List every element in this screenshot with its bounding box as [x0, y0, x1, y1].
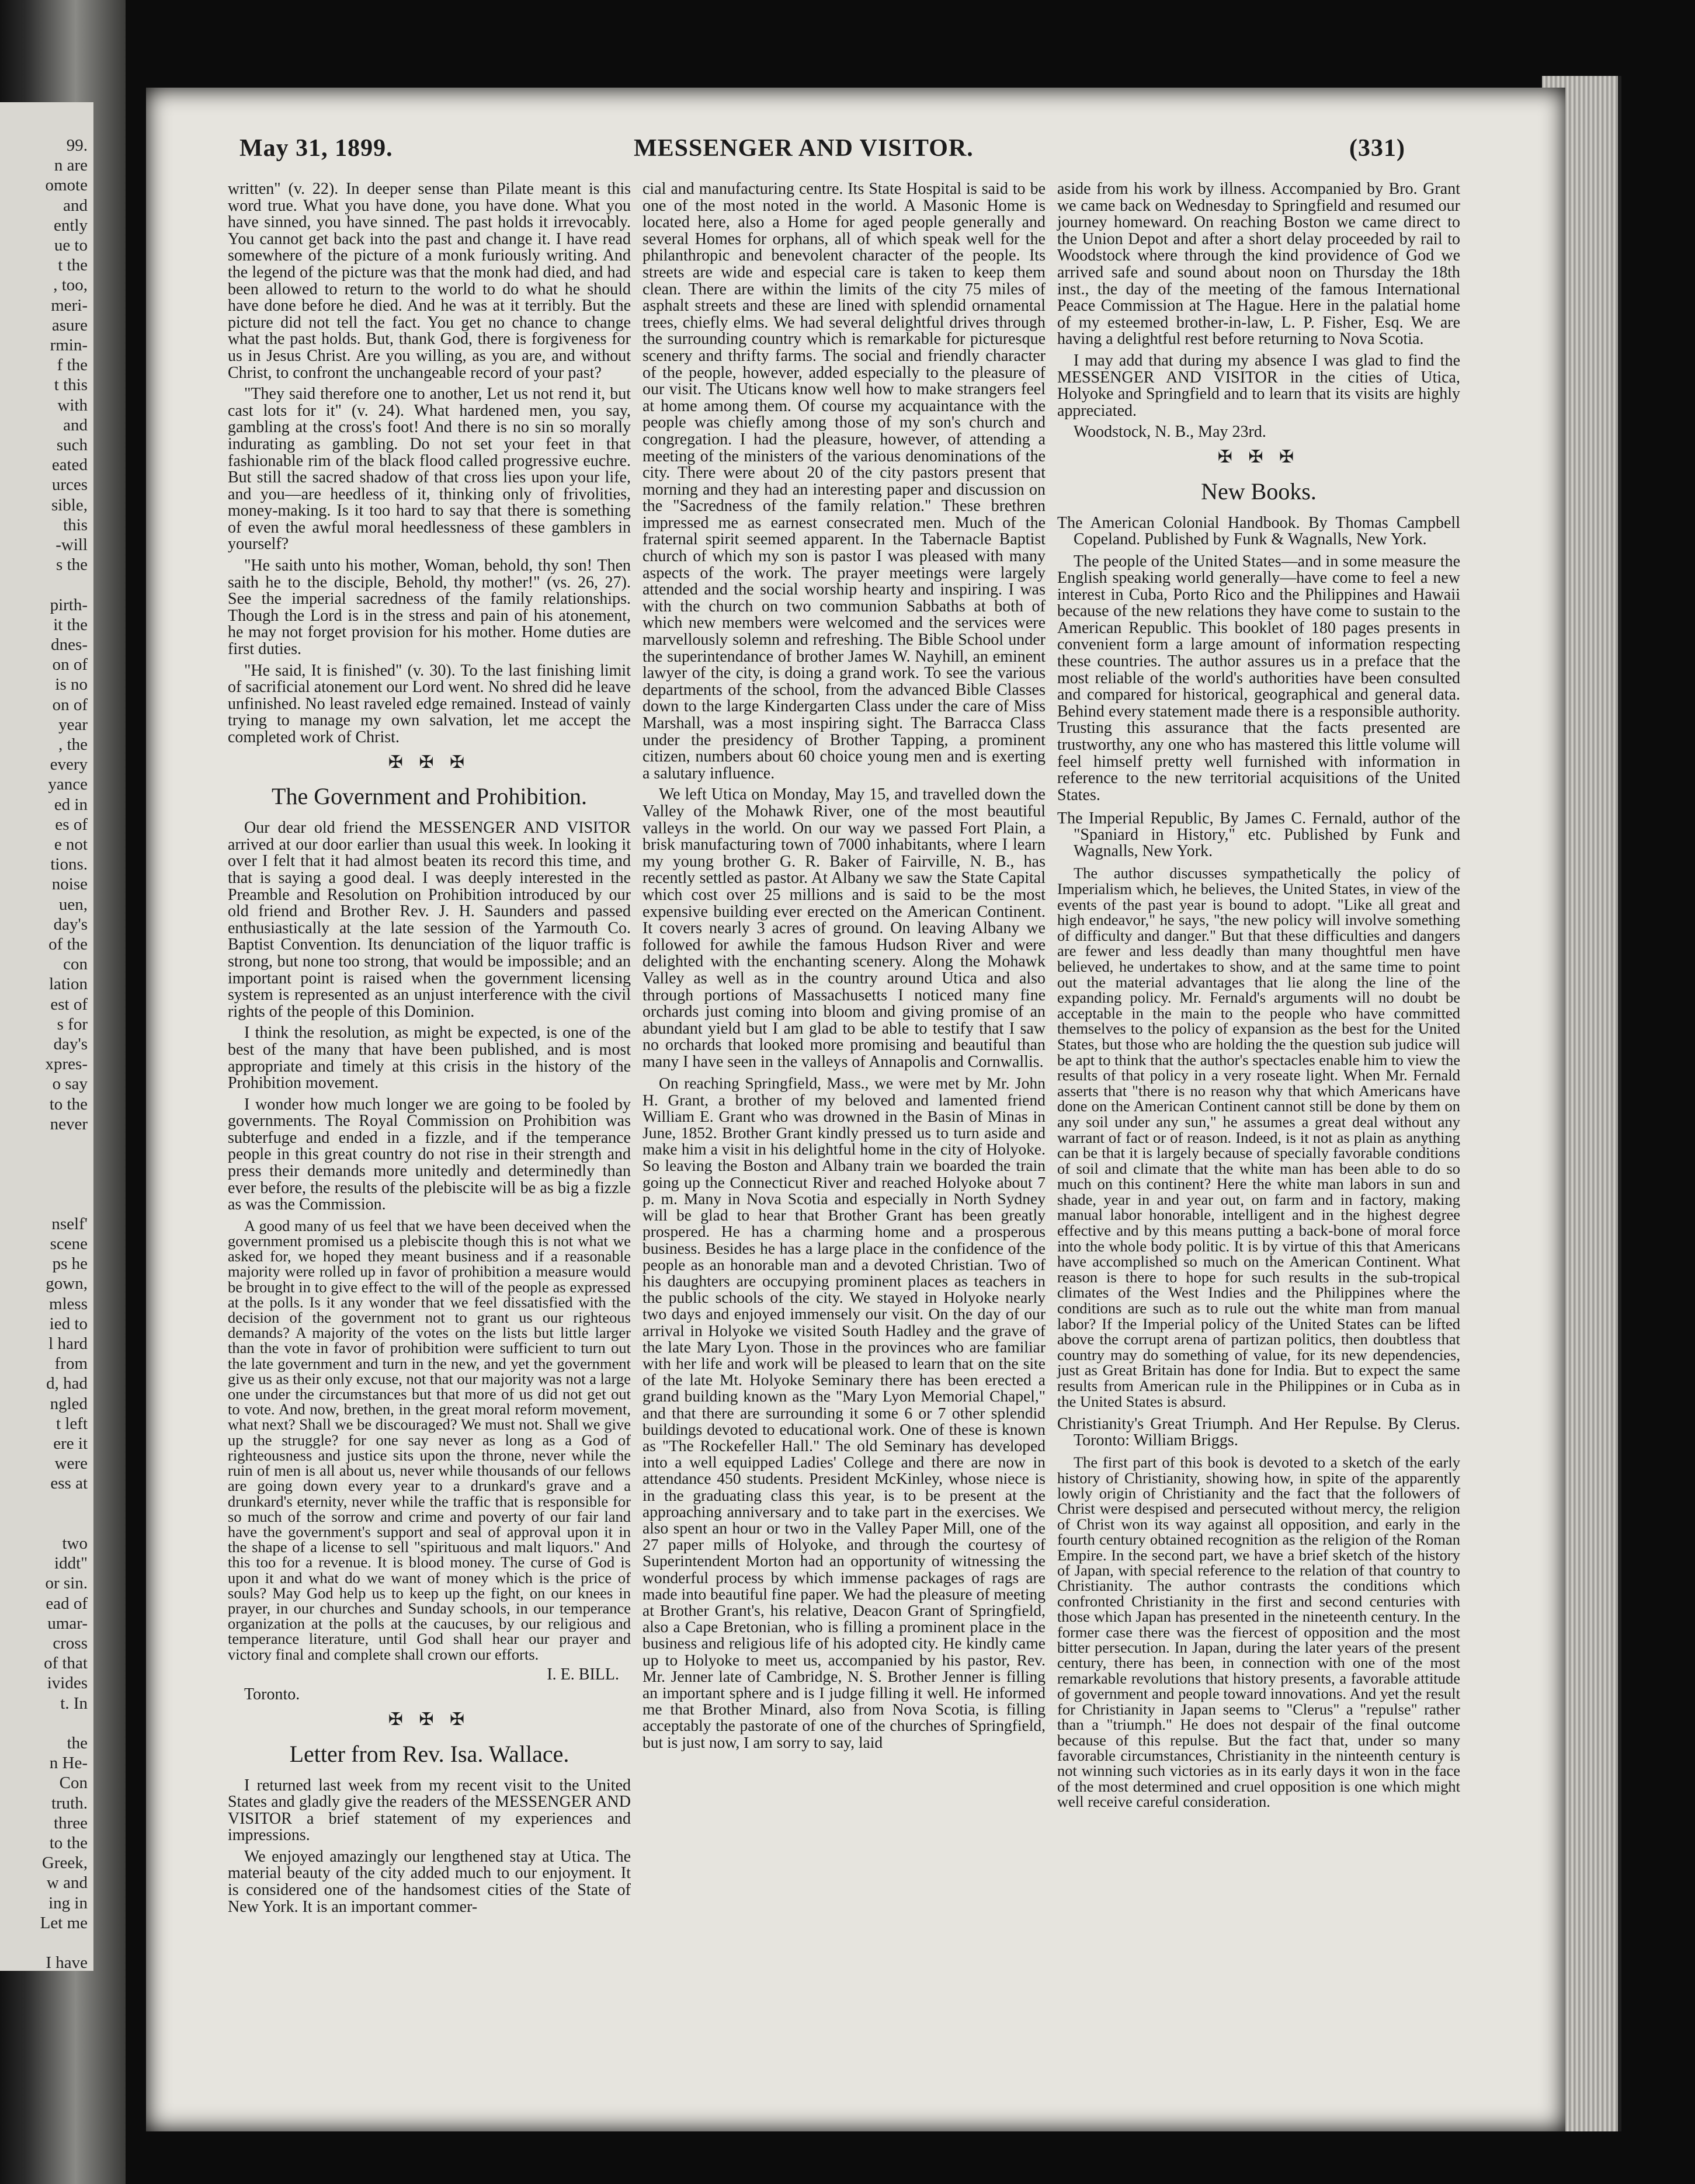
column-2 [642, 181, 1046, 1755]
left-page-fragment: asure [51, 315, 88, 335]
left-page-fragment: to the [49, 1834, 88, 1852]
article-heading: New Books. [1201, 478, 1317, 505]
left-page-fragment: were [54, 1454, 88, 1473]
left-page-fragment: Greek, [41, 1853, 88, 1873]
article-heading: Letter from Rev. Isa. Wallace. [289, 1740, 569, 1767]
page-header [146, 134, 1565, 169]
paragraph: I returned last week from my recent visit to the United States and gladly give the readers of the MESSENGER AND VISITOR a brief statement of my experiences and impressions. [228, 1776, 631, 1845]
left-page-fragment: t this [54, 375, 88, 395]
book-citation: Christianity's Great Triumph. And Her Repulse. By Clerus. Toronto: William Briggs. [1057, 1415, 1460, 1450]
left-page-fragment: xpres- [45, 1055, 88, 1074]
left-page-fragment: omote [45, 176, 88, 195]
left-page-fragment: three [54, 1813, 88, 1832]
left-page-fragment: es of [55, 815, 88, 834]
left-page-fragment: truth. [51, 1793, 88, 1813]
left-page-fragment: the [67, 1734, 88, 1752]
left-page-fragment: gown, [46, 1274, 88, 1293]
left-page-fragment: s for [57, 1014, 88, 1034]
section-divider: ✠ ✠ ✠ [1217, 447, 1300, 467]
left-page-fragment: of the [48, 935, 88, 954]
left-page-fragment: sible, [51, 495, 88, 514]
left-page-fragment: dnes- [51, 635, 88, 654]
left-page-fragment: to the [49, 1094, 88, 1114]
header-title: MESSENGER AND VISITOR. [634, 135, 974, 162]
section-divider: ✠ ✠ ✠ [388, 752, 471, 772]
left-page-fragment: w and [46, 1873, 88, 1893]
left-page-fragment: 99. [66, 136, 88, 155]
left-page-fragment: on of [52, 655, 88, 674]
left-page-fragment: meri- [51, 295, 88, 315]
paragraph: "He said, It is finished" (v. 30). To the last finishing limit of sacrificial atonement our Lord went. No shred did he leave unfinished. No least raveled edge remained. Instead of vainly trying to manage my own salvation, let me accept the completed work of Christ. [228, 661, 631, 746]
header-date: May 31, 1899. [239, 135, 393, 162]
left-page-fragment: ess at [50, 1474, 88, 1493]
left-page-fragment: e not [54, 835, 88, 854]
left-page-fragment: iddt" [54, 1554, 88, 1573]
left-page-fragment: day's [53, 914, 88, 934]
left-page-fragment: t. In [60, 1693, 88, 1713]
left-page-fragment: and [63, 415, 88, 434]
signature: I. E. BILL. [547, 1665, 619, 1684]
paragraph: The people of the United States—and in some measure the English speaking world generally—have come to feel a new interest in Cuba, Porto Rico and the Philippines and Hawaii because of the new relations they have come to sustain to the American Republic. This booklet of 180 pages presents in convenient form a large amount of information respecting these countries. The author assures us in a preface that the most reliable of the world's authorities have been consulted and compared for historical, geographical and general data. Behind every statement made there is a responsible authority. Trusting this assurance that the facts presented are trustworthy, any one who has mastered this little volume will feel himself pretty well furnished with information in reference to the new territorial acquisitions of the United States. [1057, 552, 1460, 804]
left-page-fragment: with [57, 395, 88, 415]
place-line: Toronto. [244, 1685, 300, 1704]
left-page-fragment: ivides [47, 1674, 88, 1693]
left-page-fragment: day's [53, 1035, 88, 1053]
paragraph: On reaching Springfield, Mass., we were met by Mr. John H. Grant, a brother of my beloved and lamented friend William E. Grant who was drowned in the Basin of Minas in June, 1852. Brother Grant kindly pressed us to turn aside and make him a visit in his delightful home in the city of Holyoke. So leaving the Boston and Albany train we boarded the train going up the Connecticut River and reached Holyoke about 7 p. m. Many in Nova Scotia and especially in North Sydney will be glad to hear that Brother Grant has been greatly prospered. He has a charming home and a prosperous business. Besides he has a large place in the confidence of the people as an honorable man and a devoted Christian. Two of his daughters are occupying prominent places as teachers in the public schools of the city. We stayed in Holyoke nearly two days and enjoyed immensely our visit. On the day of our arrival in Holyoke we visited South Hadley and the grave of the late Mary Lyon. Those in the provinces who are familiar with her life and work will be pleased to learn that on the site of the late Mt. Holyoke Seminary there has been erected a grand building known as the "Mary Lyon Memorial Chapel," and that there are surrounding it some 6 or 7 other splendid buildings devoted to educational work. One of these is known as "The Rockefeller Hall." The old Seminary has developed into a well equipped Ladies' College and there are now in attendance 450 students. President McKinley, whose niece is in the graduating class this year, is to be present at the approaching anniversary and to take part in the exercises. We also spent an hour or two in the Valley Paper Mill, one of the 27 paper mills of Holyoke, and through the courtesy of Superintendent Morton had an opportunity of witnessing the wonderful process by which immense packages of rags are made into beautiful fine paper. We had the pleasure of meeting at Brother Grant's, his relative, Deacon Grant of Springfield, also a Cape Bretonian, who is filling a prominent place in the business and religious life of his adopted city. He kindly came up to Holyoke to meet us, accompanied by his pastor, Rev. Mr. Jenner late of Cambridge, N. S. Brother Jenner is filling an important sphere and is I judge filling it well. He informed me that Brother Minard, also from Nova Scotia, is filling acceptably the pastorate of one of the churches of Springfield, but is just now, I am sorry to say, laid [642, 1074, 1046, 1751]
left-page-fragment: Let me [40, 1913, 88, 1932]
left-page-fragment: rmin- [50, 336, 88, 354]
left-page-fragment: never [50, 1114, 88, 1133]
newspaper-page [146, 88, 1565, 2131]
column-3 [1057, 181, 1460, 1814]
left-page-fragment: s the [56, 555, 88, 575]
paragraph: A good many of us feel that we have been deceived when the government promised us a plebiscite though this is not what we asked for, we hoped they meant business and if a reasonable majority were rolled up in favor of prohibition a measure would be brought in to give effect to the will of the people as expressed at the polls. Is it any wonder that we feel dissatisfied with the decision of the government not to grant us our righteous demands? A majority of the votes on the lists but little larger than the vote in favor of prohibition were sufficient to turn out the late government and turn in the new, and yet the government give us as their only excuse, not that our majority was not a large one under the circumstances but that more of us did not get out to vote. And now, brethen, in the great moral reform movement, what next? Shall we be discouraged? We must not. Shall we give up the struggle? for one say never as long as a God of righteousness and justice sits upon the throne, never while the ruin of men is all about us, never while thousands of our fellows are going down every year to a drunkard's grave and a drunkard's eternity, never while the traffic that is responsible for so much of the sorrow and crime and poverty of our fair land have the government's support and seal of approval upon it in the shape of a license to sell "spirituous and malt liquors." And this too for a revenue. It is blood money. The curse of God is upon it and what do we want of money which is the price of souls? May God help us to keep up the fight, on our knees in prayer, in our churches and Sunday schools, in our temperance organization at the polls at the caucuses, by our religious and temperance literature, until God shall hear our prayer and victory final and complete shall crown our efforts. [228, 1216, 631, 1663]
left-page-fragment: ps he [52, 1254, 88, 1274]
left-page-fragment: cross [53, 1634, 88, 1653]
paragraph: I may add that during my absence I was glad to find the MESSENGER AND VISITOR in the cities of Utica, Holyoke and Springfield and to learn that its visits are highly appreciated. [1057, 351, 1460, 420]
left-page-fragment: or sin. [45, 1574, 88, 1593]
paragraph: written" (v. 22). In deeper sense than Pilate meant is this word true. What you have done, you have done. What you have sinned, you have sinned. The past holds it irrevocably. You cannot get back into the past and change it. I have read somewhere of the picture of a monk furiously writing. And the legend of the picture was that the monk had died, and had been allowed to return to the world to do what he should have done before he died. And he was at it terribly. But the picture did not tell the fact. You get no chance to change what the past holds. But, thank God, there is forgiveness for us in Jesus Christ. Are you willing, as you are, and without Christ, to confront the unchangeable record of your past? [228, 180, 631, 382]
left-page-fragment: such [56, 436, 88, 454]
left-page-fragment: tions. [50, 855, 88, 874]
left-page-fragment: I have [46, 1953, 88, 1971]
book-citation: The American Colonial Handbook. By Thomas Campbell Copeland. Published by Funk & Wagnalls, New York. [1057, 513, 1460, 548]
left-page-fragment: this [63, 515, 88, 534]
left-page-fragment: umar- [47, 1613, 88, 1633]
left-page-fragment: d, had [46, 1374, 88, 1393]
left-page-fragment: of that [44, 1654, 88, 1673]
left-page-fragment: ently [54, 215, 88, 235]
paragraph: The author discusses sympathetically the policy of Imperialism which, he believes, the United States, in view of the events of the past year is bound to adopt. "Like all great and high endeavor," he says, "the new policy will involve something of difficulty and danger." But that these difficulties and dangers are fewer and less deadly than many thoughtful men have believed, he undertakes to show, and at the same time to point out the material advantages that lie along the line of the expanding policy. Mr. Fernald's arguments will no doubt be acceptable in the main to the people who have committed themselves to the policy of expansion as the best for the United States, but those who are holding the the question sub judice will be apt to think that the author's spectacles enable him to view the results of that policy in a very roseate light. When Mr. Fernald asserts that "there is no reason why that which Americans have done on the American Continent cannot still be done by them on any soil under any sun," he assumes a great deal without any warrant of fact or of reason. Indeed, is it not as plain as anything can be that it is largely because of specially favorable conditions of soil and climate that the white man has been able to do so much on this continent? Here the white man labors in sun and shade, year in and year out, on farm and in factory, making manual labor honorable, intelligent and in the highest degree effective and by this means putting a back-bone of moral force into the whole body politic. It is by virtue of this that Americans have accomplished so much on the American Continent. What reason is there to hope for such results in the sub-tropical climates of the West Indies and the Philippines where the conditions are such as to rule out the white man from manual labor? If the Imperial policy of the United States can be lifted above the corrupt arena of partizan politics, then doubtless that country may do something of value, for its new dependencies, just as Great Britain has done for India. But to expect the same results from American rule in the Philippines or in Cuba as in the United States is absurd. [1057, 864, 1460, 1410]
left-page-edge [0, 102, 93, 1971]
left-page-fragment: noise [51, 875, 88, 894]
paragraph: The first part of this book is devoted to a sketch of the early history of Christianity, showing how, in spite of the apparently lowly origin of Christianity and the fact that the followers of Christ were despised and persecuted without mercy, the religion of Christ won its way against all opposition, and early in the fourth century obtained recognition as the religion of the Roman Empire. In the second part, we have a brief sketch of the history of Japan, with special reference to the relation of that country to Christianity. The author contrasts the conditions which confronted Christianity in the first and second centuries with those which Japan has presented in the nineteenth century. In the former case there was the fiercest of opposition and the most bitter persecution. In Japan, during the later years of the present century, there has been, in connection with one of the most remarkable revolutions that history presents, a favorable attitude of government and people toward innovations. And yet the result for Christianity in Japan seems to "Clerus" a "repulse" rather than a "triumph." He does not despair of the final outcome because of this repulse. But the fact that, under so many favorable circumstances, Christianity in the ninteenth century is not winning such victories as in its early days it won in the face of the most determined and cruel opposition is one which might well receive careful consideration. [1057, 1453, 1460, 1811]
left-page-fragment: from [54, 1354, 88, 1373]
left-page-fragment: scene [50, 1234, 88, 1253]
paragraph: aside from his work by illness. Accompanied by Bro. Grant we came back on Wednesday to Springfield and resumed our journey homeward. On reaching Boston we came direct to the Union Depot and after a short delay proceeded by rail to Woodstock where through the kind providence of God we arrived safe and sound about noon on Thursday the 18th inst., the day of the meeting of the famous International Peace Commission at The Hague. Here in the palatial home of my esteemed brother-in-law, L. P. Fisher, Esq. We are having a delightful rest before returning to Nova Scotia. [1057, 180, 1460, 349]
book-citation: The Imperial Republic, By James C. Fernald, author of the "Spaniard in History," etc. Published by Funk and Wagnalls, New York. [1057, 809, 1460, 861]
left-page-fragment: urces [51, 475, 88, 495]
left-page-fragment: nself' [51, 1214, 88, 1233]
left-page-fragment: on of [52, 695, 88, 714]
article-heading: The Government and Prohibition. [272, 783, 587, 810]
paragraph: Our dear old friend the MESSENGER AND VISITOR arrived at our door earlier than usual this week. In looking it over I felt that it had almost beaten its record this time, and that is saying a good deal. I was deeply interested in the Preamble and Resolution on Prohibition introduced by our old friend and Brother Rev. J. H. Saunders and passed enthusiastically at the late session of the Yarmouth Co. Baptist Convention. Its denunciation of the liquor traffic is strong, but none too strong, that would be impossible; and an important point is raised when the government licensing system is represented as an unjust interference with the civil rights of the people of this Dominion. [228, 819, 631, 1021]
left-page-fragment: and [63, 196, 88, 215]
left-page-fragment: mless [48, 1294, 88, 1313]
left-page-fragment: is no [55, 675, 88, 694]
left-page-fragment: con [63, 955, 88, 974]
left-page-fragment: f the [57, 356, 88, 375]
left-page-fragment: ue to [54, 236, 88, 255]
left-page-fragment: ead of [46, 1594, 88, 1613]
paragraph: "They said therefore one to another, Let us not rend it, but cast lots for it" (v. 24). What hardened men, you say, gambling at the cross's foot! And there is no sin so morally indurating as gambling. Do not set your feet in that fashionable rim of the black flood called progressive euchre. But still the sacred shadow of that cross lies upon your life, and you—are heedless of it, thinking only of frivolities, money-making. Is it too hard to say that there is something of even the awful moral heedlessness of these gamblers in yourself? [228, 385, 631, 554]
left-page-fragment: eated [51, 455, 88, 475]
paragraph: cial and manufacturing centre. Its State Hospital is said to be one of the most noted in the world. A Masonic Home is located here, also a Home for aged people generally and several Homes for orphans, all of which speak well for the philanthropic and benevolent character of the people. Its streets are wide and especial care is taken to keep them clean. There are within the limits of the city 75 miles of asphalt streets and these are lined with splendid ornamental trees, chiefly elms. We had several delightful drives through the surrounding country which is remarkable for picturesque scenery and thrifty farms. The social and friendly character of the people, however, added especially to the pleasure of our visit. The Uticans know well how to make strangers feel at home among them. Of course my acquaintance with the people was chiefly among those of my son's church and congregation. I had the pleasure, however, of attending a meeting of the ministers of the various denominations of the city. There were about 20 of the city pastors present that morning and they had an interesting paper and discussion on the "Sacredness of the family relation." These brethren impressed me as earnest consecrated men. Much of the fraternal spirit seemed apparent. In the Tabernacle Baptist church of which my son is pastor I was pleased with many aspects of the work. The prayer meetings were largely attended and the social worship hearty and inspiring. I was with the church on two communion Sabbaths at both of which new members were welcomed and the services were marvellously solemn and refreshing. The Bible School under the superintendance of brother James W. Nayhill, an eminent lawyer of the city, is doing a grand work. To see the various departments of the school, from the advanced Bible Classes down to the large Kindergarten Class under the care of Miss Marshall, was a most inspiring sight. The Barracca Class under the presidency of Brother Tapping, a prominent citizen, numbers about 60 choice young men and is exerting a salutary influence. [642, 180, 1046, 783]
left-page-fragment: o say [52, 1074, 88, 1094]
left-page-fragment: yance [48, 775, 88, 794]
left-page-fragment: t the [58, 256, 88, 275]
left-page-fragment: year [58, 715, 88, 734]
left-page-fragment: ngled [50, 1394, 88, 1413]
left-page-fragment: every [50, 755, 88, 774]
left-page-fragment: uen, [58, 895, 88, 914]
left-page-fragment: two [62, 1534, 88, 1553]
left-page-fragment: ied to [49, 1314, 88, 1333]
paragraph: We enjoyed amazingly our lengthened stay at Utica. The material beauty of the city added much to our enjoyment. It is considered one of the handsomest cities of the State of New York. It is an important commer- [228, 1847, 631, 1916]
place-line: Woodstock, N. B., May 23rd. [1074, 423, 1266, 441]
left-page-fragment: ing in [48, 1893, 88, 1912]
paragraph: I think the resolution, as might be expected, is one of the best of the many that have been published, and is most appropriate and timely at this crisis in the history of the Prohibition movement. [228, 1024, 631, 1093]
left-page-fragment: -will [55, 535, 88, 554]
left-page-fragment: l hard [48, 1334, 88, 1353]
left-page-fragment: Con [59, 1773, 88, 1793]
paragraph: I wonder how much longer we are going to be fooled by governments. The Royal Commission on Prohibition was subterfuge and ended in a fizzle, and if the temperance people in this great country do not rise in their strength and press their demands more unitedly and determinedly than ever before, the results of the plebiscite will be as big a fizzle as was the Commission. [228, 1095, 631, 1214]
left-page-fragment: ere it [53, 1434, 88, 1453]
left-page-fragment: t left [56, 1414, 88, 1433]
header-page-number: (331) [1349, 135, 1405, 162]
left-page-fragment: it the [53, 615, 88, 634]
left-page-fragment: , the [58, 735, 88, 754]
left-page-fragment: n He- [49, 1754, 88, 1773]
left-page-fragment: pirth- [50, 595, 88, 614]
left-page-fragment: lation [48, 975, 88, 994]
left-page-fragment: , too, [53, 276, 88, 295]
left-page-fragment: n are [54, 156, 88, 175]
section-divider: ✠ ✠ ✠ [388, 1709, 471, 1729]
column-1 [228, 181, 631, 1920]
paragraph: We left Utica on Monday, May 15, and travelled down the Valley of the Mohawk River, one of the most beautiful valleys in the world. On our way we passed Fort Plain, a brisk manufacturing town of 7000 inhabitants, where I learn my young brother G. R. Baker of Fairville, N. B., has recently settled as pastor. At Albany we saw the State Capital which cost over 25 millions and is said to be the most expensive building ever erected on the American Continent. It covers nearly 3 acres of ground. On leaving Albany we followed for awhile the famous Hudson River and were delighted with the enchanting scenery. Along the Mohawk Valley as well as in the country around Utica and also through portions of Massachusetts I noticed many fine orchards just coming into bloom and giving promise of an abundant yield but I am glad to be able to testify that I saw no orchards that looked more promising and beautiful than many I have seen in the valleys of Annapolis and Cornwallis. [642, 785, 1046, 1071]
left-page-fragment: ed in [54, 795, 88, 814]
paragraph: "He saith unto his mother, Woman, behold, thy son! Then saith he to the disciple, Behold, thy mother!" (vs. 26, 27). See the imperial sacredness of the family relationships. Though the Lord is in the stress and pain of his atonement, he may not forget provision for his mother. Home duties are first duties. [228, 557, 631, 659]
left-page-fragment: est of [50, 994, 88, 1014]
